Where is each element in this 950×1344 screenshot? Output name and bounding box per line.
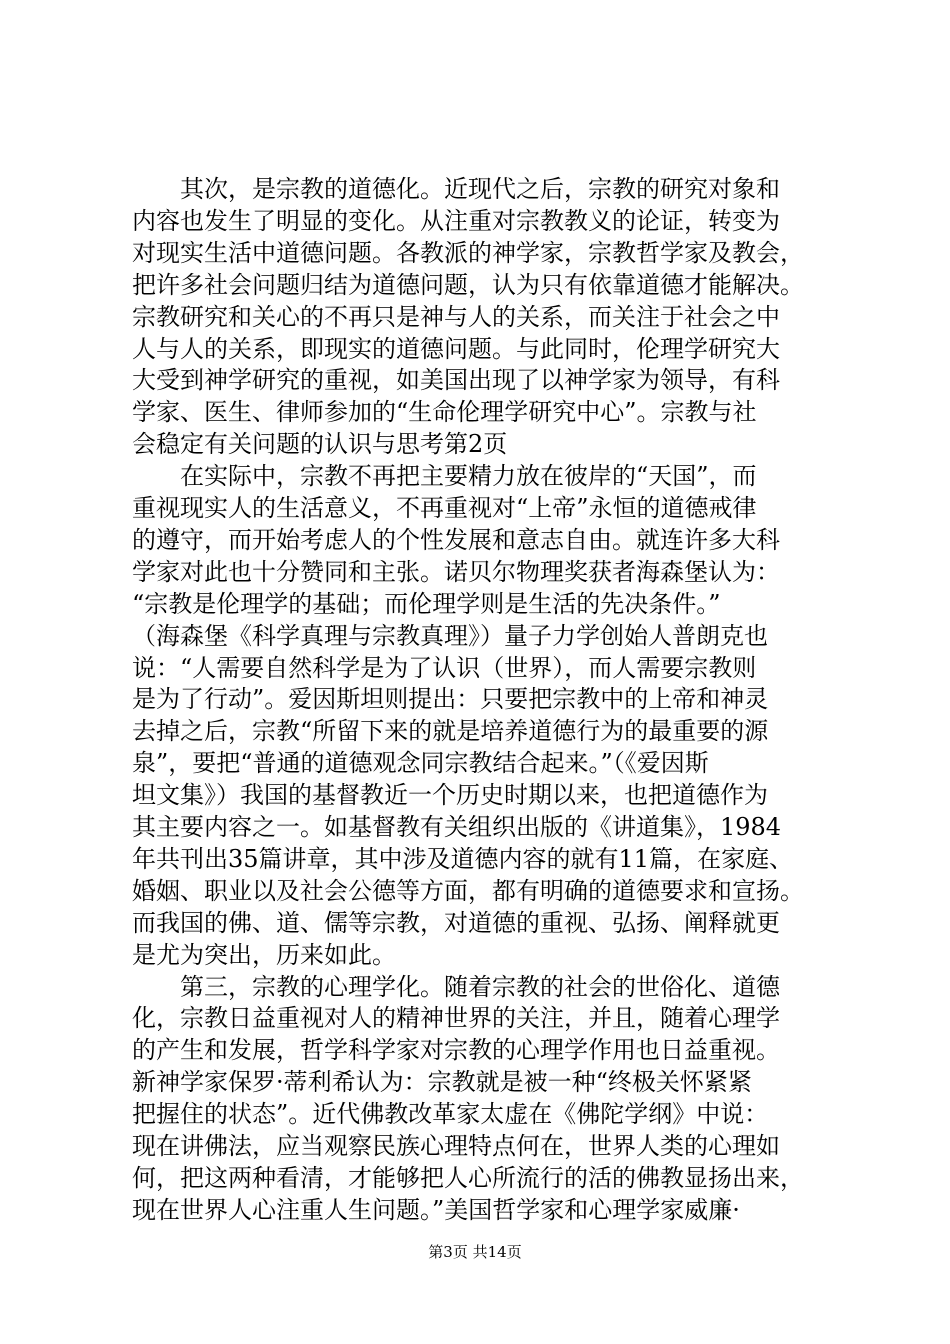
text-line: 泉”，要把“普通的道德观念同宗教结合起来。”（《爱因斯 [132,749,709,778]
text-line: 现在讲佛法，应当观察民族心理特点何在，世界人类的心理如 [132,1132,780,1160]
text-line: 而我国的佛、道、儒等宗教，对道德的重视、弘扬、阐释就更 [132,908,780,937]
text-line: （海森堡《科学真理与宗教真理》）量子力学创始人普朗克也 [132,621,768,650]
text-line: 宗教研究和关心的不再只是神与人的关系，而关注于社会之中 [132,302,780,331]
page-footer: 第3页 共14页 [428,1243,522,1261]
text-line: 人与人的关系，即现实的道德问题。与此同时，伦理学研究大 [132,334,780,363]
text-line: 是为了行动”。爱因斯坦则提出：只要把宗教中的上帝和神灵 [132,685,769,714]
text-line: 是尤为突出，历来如此。 [132,940,396,969]
text-line: 重视现实人的生活意义，不再重视对“上帝”永恒的道德戒律 [132,494,757,522]
text-line: 去掉之后，宗教“所留下来的就是培养道德行为的最重要的源 [132,717,769,746]
text-line: 把握住的状态”。近代佛教改革家太虚在《佛陀学纲》中说： [132,1100,769,1129]
text-line: 新神学家保罗·蒂利希认为：宗教就是被一种“终极关怀紧紧 [132,1068,752,1097]
text-line: 把许多社会问题归结为道德问题，认为只有依靠道德才能解决。 [132,270,804,299]
text-line: 年共刊出35篇讲章，其中涉及道德内容的就有11篇，在家庭、 [132,844,794,873]
text-line: 第三，宗教的心理学化。随着宗教的社会的世俗化、道德 [132,972,780,1001]
text-line: 学家对此也十分赞同和主张。诺贝尔物理奖获者海森堡认为： [132,557,780,586]
text-line: 会稳定有关问题的认识与思考第2页 [132,430,508,459]
text-line: 在实际中，宗教不再把主要精力放在彼岸的“天国”，而 [132,462,757,491]
text-line: “宗教是伦理学的基础；而伦理学则是生活的先决条件。” [132,589,721,618]
text-line: 化，宗教日益重视对人的精神世界的关注，并且，随着心理学 [132,1004,780,1033]
text-line: 对现实生活中道德问题。各教派的神学家，宗教哲学家及教会， [132,238,804,267]
text-line: 的产生和发展，哲学科学家对宗教的心理学作用也日益重视。 [132,1036,780,1065]
text-line: 的遵守，而开始考虑人的个性发展和意志自由。就连许多大科 [132,525,780,554]
text-line: 大受到神学研究的重视，如美国出现了以神学家为领导，有科 [132,366,780,395]
text-line: 其次，是宗教的道德化。近现代之后，宗教的研究对象和 [132,175,780,203]
text-line: 现在世界人心注重人生问题。”美国哲学家和心理学家威廉· [132,1195,740,1224]
text-line: 婚姻、职业以及社会公德等方面，都有明确的道德要求和宣扬。 [132,876,804,905]
text-line: 说：“人需要自然科学是为了认识（世界），而人需要宗教则 [132,653,757,682]
text-line: 学家、医生、律师参加的“生命伦理学研究中心”。宗教与社 [132,398,757,427]
text-line: 何，把这两种看清，才能够把人心所流行的活的佛教显扬出来， [132,1163,804,1192]
text-line: 其主要内容之一。如基督教有关组织出版的《讲道集》，1984 [132,813,782,841]
text-line: 内容也发生了明显的变化。从注重对宗教教义的论证，转变为 [132,206,780,235]
text-line: 坦文集》）我国的基督教近一个历史时期以来，也把道德作为 [132,781,768,810]
